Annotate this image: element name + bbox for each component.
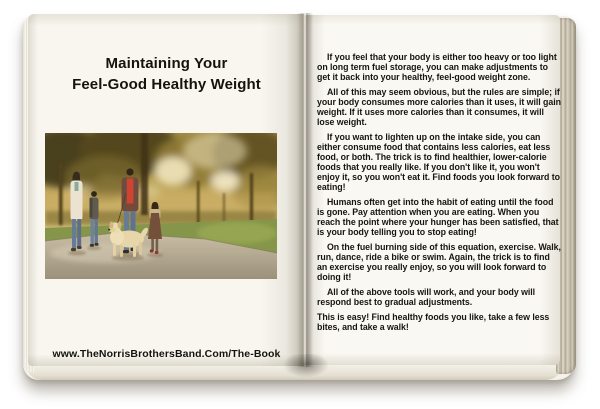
website-url: www.TheNorrisBrothersBand.Com/The-Book — [52, 348, 281, 360]
family-photo — [45, 133, 277, 279]
body-paragraph: All of the above tools will work, and your body will respond best to gradual adjustments. — [317, 287, 536, 307]
body-paragraph: On the fuel burning side of this equation, exercise. Walk, run, dance, ride a bike or swim. Again, the trick is to find an exercise you really enjoy, so you will look forward to doing it! — [317, 242, 561, 282]
title-line-2: Feel-Good Healthy Weight — [72, 75, 261, 93]
body-paragraph: All of this may seem obvious, but the rules are simple; if your body consumes more calories than it uses, it will gain weight. If it uses more calories than it consumes, it will lose weight. — [317, 87, 561, 127]
book-right-page — [305, 15, 560, 365]
page-title — [28, 54, 305, 95]
body-paragraph: If you feel that your body is either too heavy or too light on long term fuel storage, you can make adjustments to get it back into your healthy, feel-good weight zone. — [317, 52, 557, 82]
body-paragraph: If you want to lighten up on the intake side, you can either consume food that contains less calories, eat less food, or both. The trick is to find healthier, lower-calorie foods that you really like. If you don't like it, you won't enjoy it, so you won't eat it. Find foods you look forward to eating! — [317, 132, 560, 192]
body-paragraph: This is easy! Find healthy foods you like, take a few less bites, and take a walk! — [317, 312, 550, 332]
park-photo-illustration — [45, 133, 277, 279]
body-paragraph: Humans often get into the habit of eating until the food is gone. Pay attention when you are eating. When you reach the point where your hunger has been satisfied, that is your body telling you to stop eating! — [317, 197, 559, 237]
open-book — [20, 12, 578, 390]
book-left-page — [28, 14, 305, 366]
warm-tint-overlay — [45, 133, 277, 279]
title-line-1: Maintaining Your — [105, 55, 228, 72]
body-text — [317, 52, 562, 332]
